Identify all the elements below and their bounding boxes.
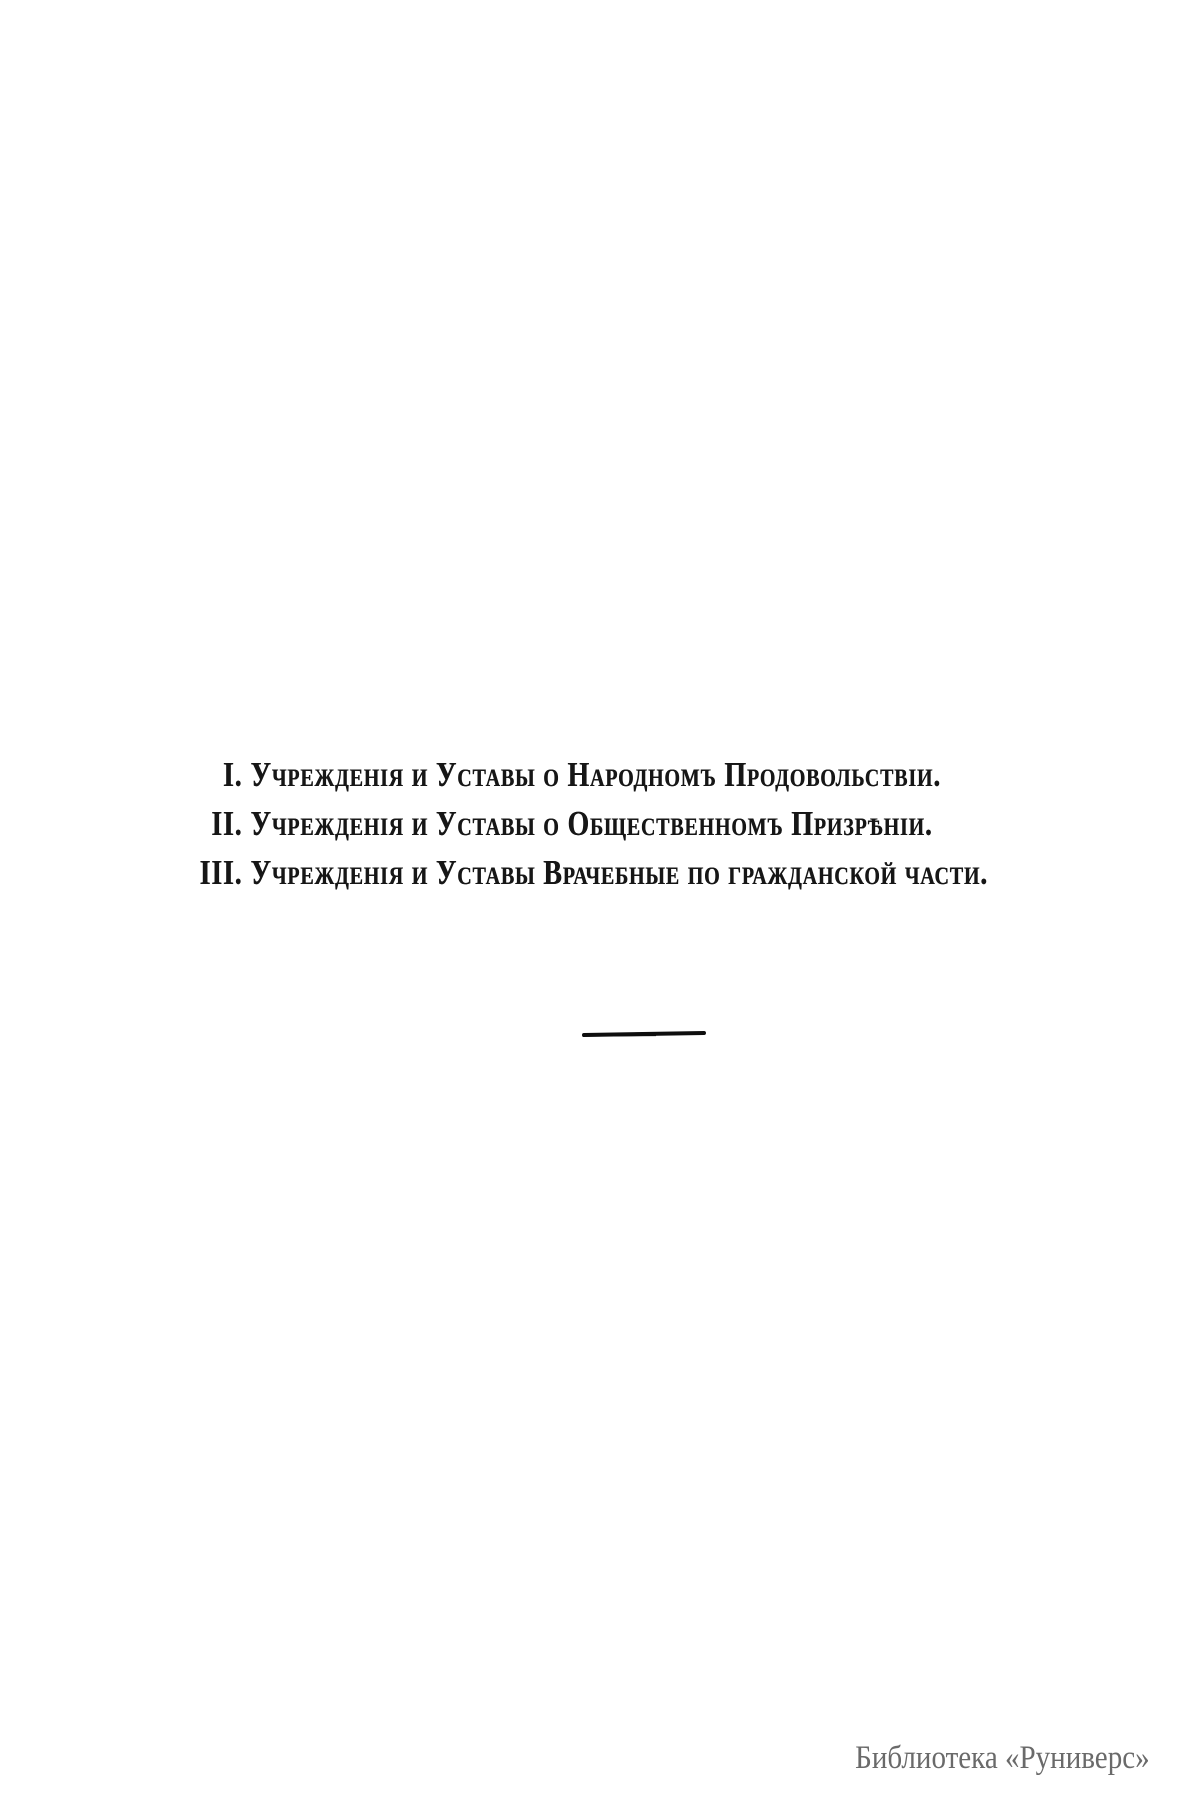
- list-item-text: Учрежденія и Уставы о Общественномъ Призрѣніи.: [250, 803, 933, 843]
- list-item: [180, 799, 988, 848]
- list-item-numeral: II.: [211, 803, 243, 843]
- list-item-numeral: I.: [222, 754, 243, 794]
- list-item-numeral: III.: [199, 852, 243, 892]
- section-divider-rule: [582, 1031, 706, 1037]
- list-item-text: Учрежденія и Уставы Врачебные по гражданской части.: [250, 852, 988, 892]
- list-item: [180, 848, 988, 897]
- runivers-watermark: Библиотека «Руниверс»: [855, 1740, 1150, 1776]
- contents-list: [180, 750, 1190, 897]
- list-item-text: Учрежденія и Уставы о Народномъ Продовольствіи.: [250, 754, 941, 794]
- list-item: [180, 750, 988, 799]
